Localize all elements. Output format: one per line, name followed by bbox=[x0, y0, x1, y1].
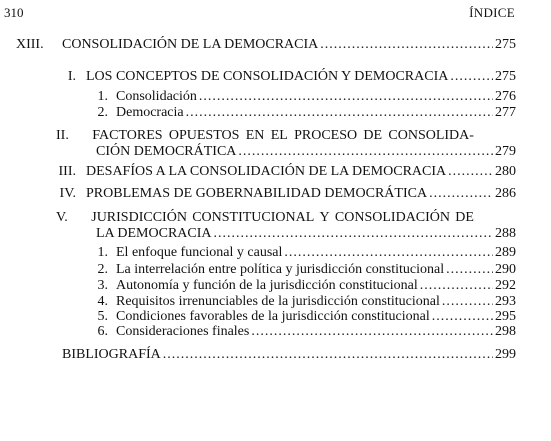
leader-dots bbox=[448, 164, 493, 180]
toc-entry-subsection: 5. Condiciones favorables de la jurisdicción constitucional ..... 295 bbox=[92, 309, 516, 325]
toc-entry-subsection: 1. Consolidación ..... 276 bbox=[92, 89, 516, 105]
toc-entry-bibliography: BIBLIOGRAFÍA ..... 299 bbox=[62, 347, 516, 363]
leader-dots bbox=[199, 89, 493, 105]
toc-entry-section: IV. PROBLEMAS DE GOBERNABILIDAD DEMOCRÁTICA ..... 286 bbox=[46, 186, 516, 202]
toc-entry-subsection: 4. Requisitos irrenunciables de la jurisdicción constitucional ..... 293 bbox=[92, 294, 516, 310]
toc-entry-subsection: 2. La interrelación entre política y jurisdicción constitucional ..... 290 bbox=[92, 262, 516, 278]
toc-entry-subsection: 1. El enfoque funcional y causal ..... 289 bbox=[92, 245, 516, 261]
toc-entry-section: II. FACTORES OPUESTOS EN EL PROCESO DE CONSOLIDA- CIÓN DEMOCRÁTICA ..... 279 bbox=[56, 128, 516, 160]
leader-dots bbox=[238, 144, 493, 160]
toc-entry-chapter: XIII. CONSOLIDACIÓN DE LA DEMOCRACIA ..... 275 bbox=[16, 37, 516, 53]
leader-dots bbox=[214, 226, 493, 242]
toc-entry-section: III. DESAFÍOS A LA CONSOLIDACIÓN DE LA DEMOCRACIA ..... 280 bbox=[46, 164, 516, 180]
leader-dots bbox=[320, 37, 493, 53]
toc-entry-subsection: 6. Consideraciones finales ..... 298 bbox=[92, 324, 516, 340]
toc-entry-subsection: 2. Democracia ..... 277 bbox=[92, 105, 516, 121]
page-number: 310 bbox=[4, 5, 24, 20]
leader-dots bbox=[251, 324, 493, 340]
leader-dots bbox=[446, 262, 493, 278]
leader-dots bbox=[432, 309, 493, 325]
leader-dots bbox=[186, 105, 493, 121]
leader-dots bbox=[450, 69, 493, 85]
toc-entry-section: I. LOS CONCEPTOS DE CONSOLIDACIÓN Y DEMOCRACIA ..... 275 bbox=[46, 69, 516, 85]
leader-dots bbox=[284, 245, 493, 261]
leader-dots bbox=[420, 278, 493, 294]
leader-dots bbox=[442, 294, 493, 310]
toc-entry-subsection: 3. Autonomía y función de la jurisdicción constitucional ..... 292 bbox=[92, 278, 516, 294]
toc-entry-section: V. JURISDICCIÓN CONSTITUCIONAL Y CONSOLIDACIÓN DE LA DEMOCRACIA ..... 288 bbox=[56, 210, 516, 242]
running-header: ÍNDICE bbox=[469, 5, 515, 20]
leader-dots bbox=[163, 347, 493, 363]
leader-dots bbox=[429, 186, 493, 202]
